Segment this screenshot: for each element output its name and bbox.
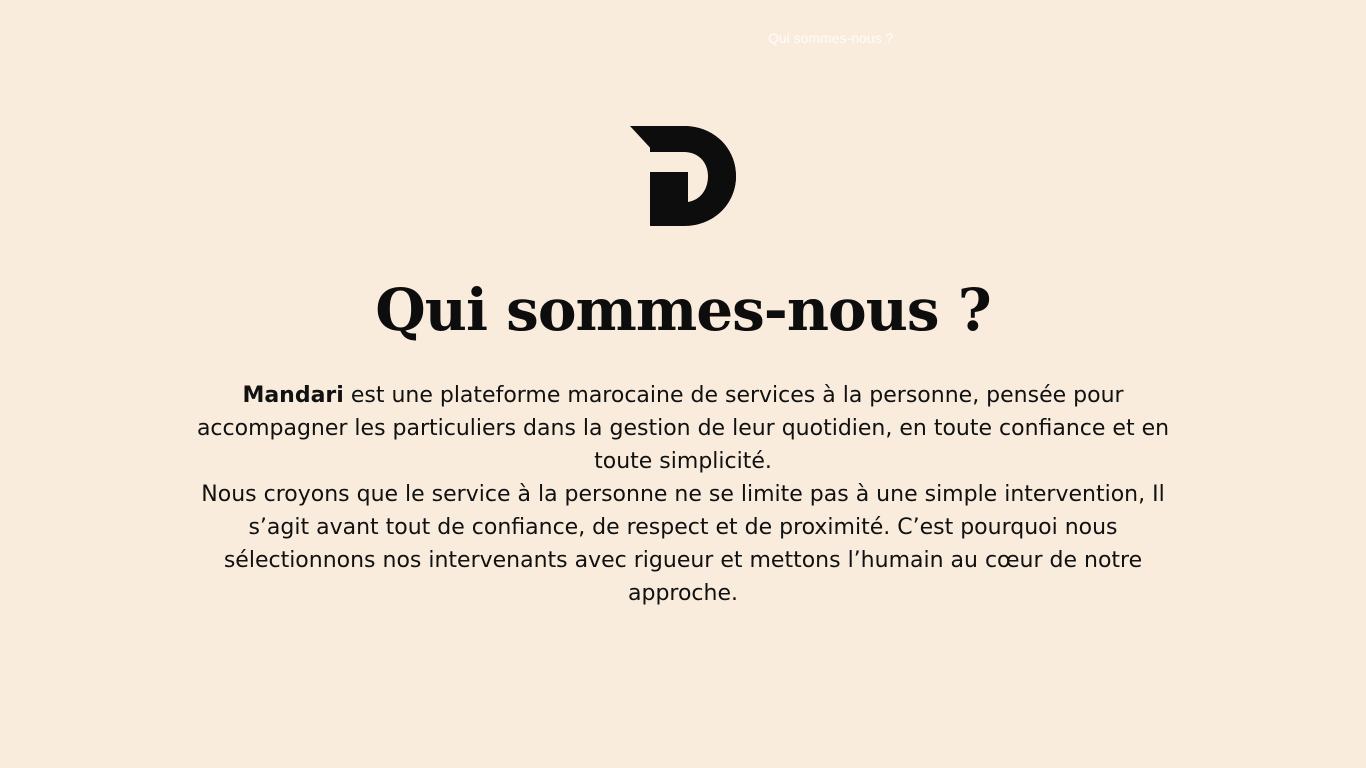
nav-link-qui-sommes-nous[interactable]: Qui sommes-nous ? [768, 30, 894, 46]
about-paragraph-1 [183, 379, 1183, 478]
page-title: Qui sommes-nous ? [375, 276, 991, 344]
about-paragraph-2: Nous croyons que le service à la personne ne se limite pas à une simple intervention, Il s’agit avant tout de confiance, de respect et de proximité. C’est pourquoi nous sélectionnons nos intervenants avec rigueur et mettons l’humain au cœur de notre approche. [201, 482, 1165, 606]
about-description [183, 379, 1183, 610]
brand-name: Mandari [242, 383, 344, 408]
d-letter-logo-icon [628, 126, 738, 226]
about-paragraph-1-text: est une plateforme marocaine de services à la personne, pensée pour accompagner les particuliers dans la gestion de leur quotidien, en toute confiance et en toute simplicité. [196, 383, 1170, 474]
brand-logo [628, 126, 738, 226]
